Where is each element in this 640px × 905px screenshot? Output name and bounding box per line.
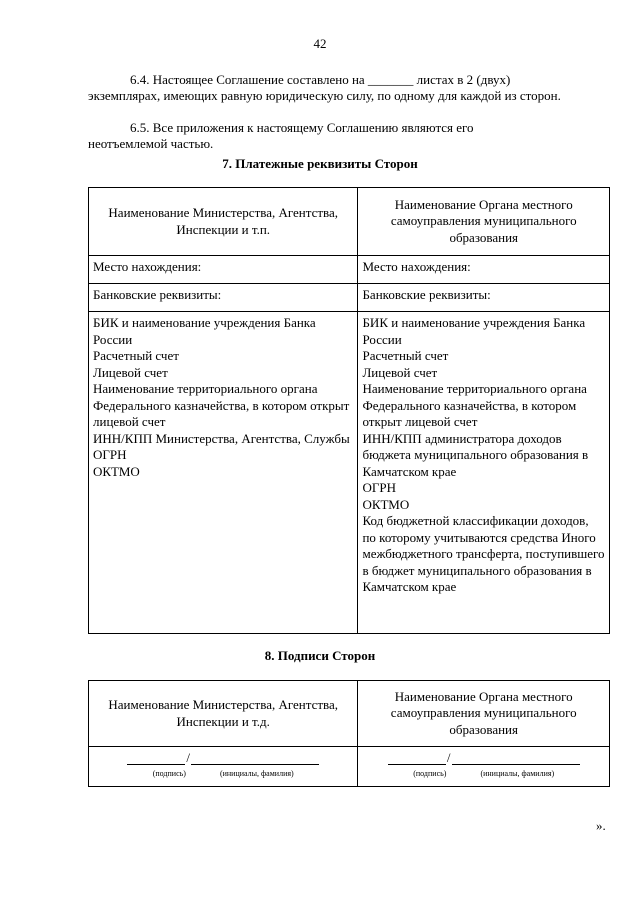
signature-header-right: Наименование Органа местного самоуправления муниципального образования [358, 681, 610, 747]
closing-quote: ». [596, 818, 606, 833]
initials-blank [452, 753, 580, 765]
details-list-right [358, 312, 610, 634]
detail-line: ИНН/КПП Министерства, Агентства, Службы [93, 430, 350, 446]
payment-header-right: Наименование Органа местного самоуправления муниципального образования [358, 188, 610, 256]
detail-line: Код бюджетной классификации доходов, по которому учитываются средства Иного межбюджетного трансферта, поступившего в бюджет муниципального образования в Камчатском крае [362, 513, 605, 594]
section-8-title: 8. Подписи Сторон [264, 648, 376, 663]
detail-line: Лицевой счет [93, 364, 168, 380]
signature-caption: (подпись) [413, 768, 447, 778]
signature-header-left: Наименование Министерства, Агентства, Инспекции и т.д. [89, 681, 358, 747]
section-7-title: 7. Платежные реквизиты Сторон [222, 156, 418, 171]
detail-line: Расчетный счет [362, 348, 449, 363]
location-right: Место нахождения: [358, 256, 610, 284]
detail-line: ИНН/КПП администратора доходов бюджета муниципального образования в Камчатском крае [362, 430, 589, 479]
initials-caption: (инициалы, фамилия) [480, 768, 555, 778]
detail-line: БИК и наименование учреждения Банка России [93, 315, 316, 347]
signature-cell-right [358, 747, 610, 787]
payment-header-left: Наименование Министерства, Агентства, Инспекции и т.п. [89, 188, 358, 256]
detail-line: БИК и наименование учреждения Банка России [362, 315, 586, 347]
page-number: 42 [313, 36, 327, 51]
paragraph-6-4-first: 6.4. Настоящее Соглашение составлено на _______ листах в 2 (двух) [130, 72, 511, 87]
signatures-table [88, 680, 610, 787]
payment-details-table [88, 187, 610, 634]
paragraph-6-5-rest: неотъемлемой частью. [88, 136, 214, 151]
detail-line: ОКТМО [93, 463, 140, 479]
detail-line: Наименование территориального органа Федерального казначейства, в котором открыт лицевой счет [93, 381, 350, 429]
paragraph-6-4-rest: экземплярах, имеющих равную юридическую силу, по одному для каждой из сторон. [88, 88, 561, 103]
bank-details-right: Банковские реквизиты: [358, 284, 610, 312]
detail-line: ОГРН [93, 447, 127, 462]
detail-line: Лицевой счет [362, 364, 438, 380]
details-list-left [89, 312, 358, 634]
paragraph-6-5-first: 6.5. Все приложения к настоящему Соглашению являются его [130, 120, 474, 135]
detail-line: Расчетный счет [93, 348, 179, 363]
initials-caption: (инициалы, фамилия) [219, 768, 294, 778]
location-left: Место нахождения: [89, 256, 358, 284]
initials-blank [191, 753, 319, 765]
signature-cell-left [89, 747, 358, 787]
detail-line: ОКТМО [362, 496, 410, 512]
signature-slash: / [446, 749, 451, 765]
signature-line-right [362, 751, 605, 765]
detail-line: ОГРН [362, 480, 396, 495]
signature-blank [388, 753, 446, 765]
signature-caption: (подпись) [152, 768, 186, 778]
signature-line-left [93, 751, 353, 765]
detail-line: Наименование территориального органа Федерального казначейства, в котором открыт лицевой счет [362, 381, 587, 429]
bank-details-left: Банковские реквизиты: [89, 284, 358, 312]
signature-slash: / [186, 749, 191, 765]
signature-blank [127, 753, 185, 765]
